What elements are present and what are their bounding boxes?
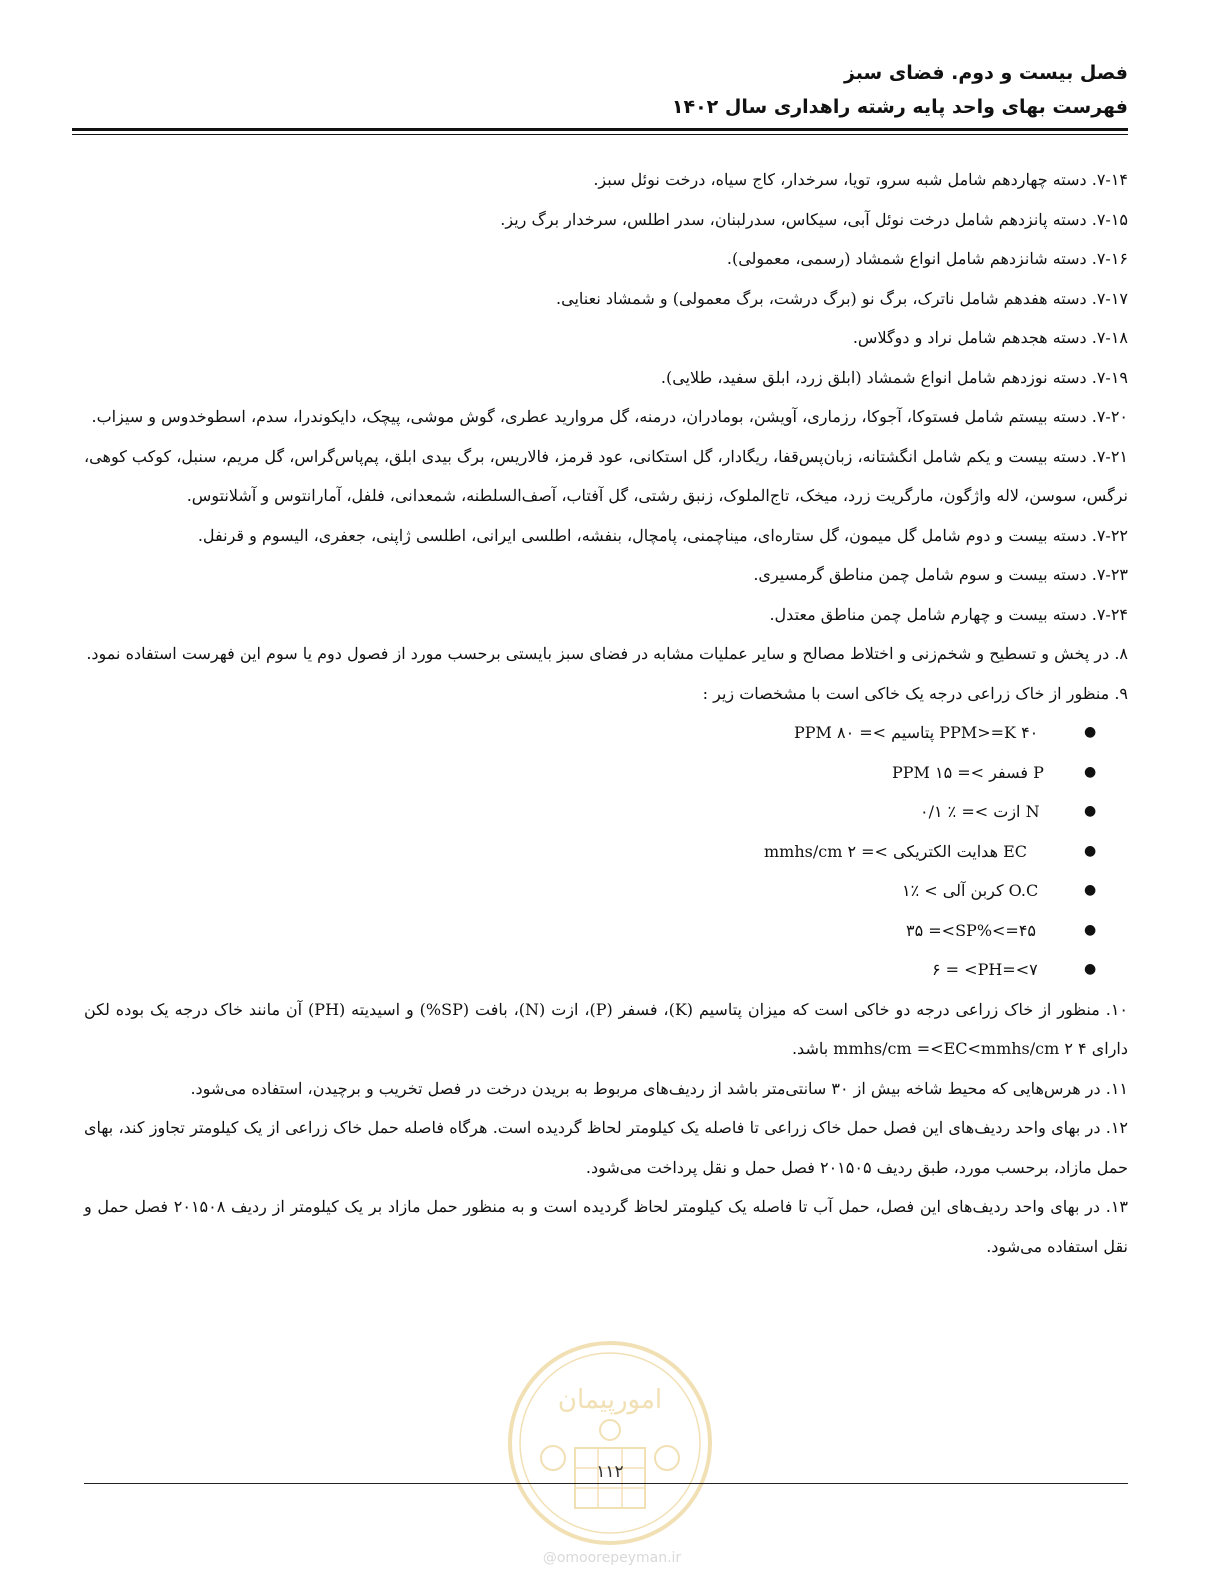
- paragraph-7-17: ۷-۱۷. دسته هفدهم شامل ناترک، برگ نو (برگ درشت، برگ معمولی) و شمشاد نعنایی.: [556, 288, 1128, 308]
- list-item: [84, 832, 1128, 872]
- header-rule-thick: [72, 128, 1128, 131]
- spec-organic-carbon: ۱٪ < کربن آلی O.C: [902, 881, 1039, 900]
- bullet-icon: ●: [1084, 724, 1097, 740]
- watermark-site-text: @omoorepeyman.ir: [542, 1550, 682, 1566]
- paragraph-10: ۱۰. منظور از خاک زراعی درجه دو خاکی است که میزان پتاسیم (K)، فسفر (P)، ازت (N)، بافت (SP%) و اسیدیته (PH) آن مانند خاک درجه یک بوده لکن دارای ۴ mmhs/cm =<EC<mmhs/cm ۲ باشد.: [84, 999, 1128, 1058]
- paragraph-7-16: ۷-۱۶. دسته شانزدهم شامل انواع شمشاد (رسمی، معمولی).: [726, 249, 1128, 268]
- list-item: [84, 753, 1128, 793]
- paragraph-9: ۹. منظور از خاک زراعی درجه یک خاکی است با مشخصات زیر :: [702, 683, 1128, 703]
- paragraph-7-23: ۷-۲۳. دسته بیست و سوم شامل چمن مناطق گرمسیری.: [753, 565, 1128, 584]
- spec-nitrogen: ۰/۱ ٪ =< ازت N: [920, 802, 1040, 821]
- paragraph-7-18: ۷-۱۸. دسته هجدهم شامل نراد و دوگلاس.: [852, 328, 1128, 347]
- bullet-icon: ●: [1084, 921, 1097, 938]
- list-item: [84, 713, 1128, 753]
- paragraph-7-14: ۷-۱۴. دسته چهاردهم شامل شبه سرو، تویا، سرخدار، کاج سیاه، درخت نوئل سبز.: [593, 170, 1128, 189]
- paragraph-8: ۸. در پخش و تسطیح و شخم‌زنی و اختلاط مصالح و سایر عملیات مشابه در فضای سبز بایستی برحسب مورد از فصول دوم یا سوم این فهرست استفاده نمود.: [86, 644, 1128, 663]
- header-rule-thin: [72, 134, 1128, 135]
- list-item: [84, 911, 1128, 951]
- spec-potassium: PPM ۸۰ =< پتاسیم PPM>=K ۴۰: [794, 723, 1039, 742]
- bullet-icon: ●: [1084, 882, 1097, 898]
- paragraph-7-21: ۷-۲۱. دسته بیست و یکم شامل انگشتانه، زبان‌پس‌قفا، ریگادار، گل استکانی، عود قرمز، فالاریس، برگ بیدی ابلق، پم‌پاس‌گراس، گل مریم، سنبل، کوکب کوهی، نرگس، سوسن، لاله واژگون، مارگریت زرد، میخک، تاج‌الملوک، زنبق رشتی، گل آفتاب، آصف‌السلطنه، شمعدانی، فلفل، آمارانتوس و آشلانتوس.: [84, 446, 1128, 505]
- paragraph-7-19: ۷-۱۹. دسته نوزدهم شامل انواع شمشاد (ابلق زرد، ابلق سفید، طلایی).: [660, 367, 1128, 387]
- soil-spec-list: [84, 713, 1128, 990]
- bullet-icon: ●: [1084, 842, 1097, 859]
- bullet-icon: ●: [1084, 961, 1097, 977]
- document-title: فهرست بهای واحد پایه رشته راهداری سال ۱۴۰۲: [671, 96, 1128, 118]
- spec-phosphorus: PPM ۱۵ =< فسفر P: [892, 762, 1044, 782]
- watermark-seal-icon: [505, 1338, 715, 1548]
- page-number: ۱۱۲: [596, 1462, 624, 1482]
- paragraph-11: ۱۱. در هرس‌هایی که محیط شاخه بیش از ۳۰ سانتی‌متر باشد از ردیف‌های مربوط به بریدن درخت در فصل تخریب و برچیدن، استفاده می‌شود.: [190, 1078, 1128, 1098]
- list-item: [84, 871, 1128, 911]
- page-body: [84, 160, 1128, 1266]
- paragraph-7-20: ۷-۲۰. دسته بیستم شامل فستوکا، آجوکا، رزماری، آویشن، بومادران، درمنه، گل مروارید عطری، گوش موشی، پیچک، دایکوندرا، سدم، اسطوخدوس و سیزاب.: [91, 407, 1128, 426]
- spec-conductivity: mmhs/cm ۲ =< هدایت الکتریکی EC: [764, 841, 1028, 861]
- spec-ph: ۶ = <PH=<۷: [932, 960, 1038, 979]
- paragraph-13: ۱۳. در بهای واحد ردیف‌های این فصل، حمل آب تا فاصله یک کیلومتر لحاظ گردیده است و به منظور حمل مازاد بر یک کیلومتر از ردیف ۲۰۱۵۰۸ فصل حمل و نقل استفاده می‌شود.: [84, 1197, 1128, 1256]
- chapter-title: فصل بیست و دوم. فضای سبز: [843, 62, 1128, 84]
- spec-saturation: ۳۵ =<SP%<=۴۵: [906, 920, 1037, 940]
- paragraph-7-24: ۷-۲۴. دسته بیست و چهارم شامل چمن مناطق معتدل.: [769, 604, 1128, 624]
- footer-rule: [84, 1483, 1128, 1484]
- list-item: [84, 950, 1128, 990]
- watermark-brand-text: امورپیمان: [557, 1385, 663, 1415]
- page-header: [72, 56, 1128, 124]
- paragraph-7-22: ۷-۲۲. دسته بیست و دوم شامل گل میمون، گل ستاره‌ای، میناچمنی، پامچال، بنفشه، اطلسی ایرانی، اطلسی ژاپنی، جعفری، الیسوم و قرنفل.: [197, 525, 1128, 545]
- list-item: [84, 792, 1128, 832]
- paragraph-7-15: ۷-۱۵. دسته پانزدهم شامل درخت نوئل آبی، سیکاس، سدرلبنان، سدر اطلس، سرخدار برگ ریز.: [500, 209, 1128, 229]
- bullet-icon: ●: [1084, 803, 1097, 819]
- paragraph-12: ۱۲. در بهای واحد ردیف‌های این فصل حمل خاک زراعی تا فاصله یک کیلومتر لحاظ گردیده است. هرگاه فاصله حمل خاک زراعی از یک کیلومتر تجاوز کند، بهای حمل مازاد، برحسب مورد، طبق ردیف ۲۰۱۵۰۵ فصل حمل و نقل پرداخت می‌شود.: [84, 1118, 1128, 1177]
- bullet-icon: ●: [1084, 763, 1097, 780]
